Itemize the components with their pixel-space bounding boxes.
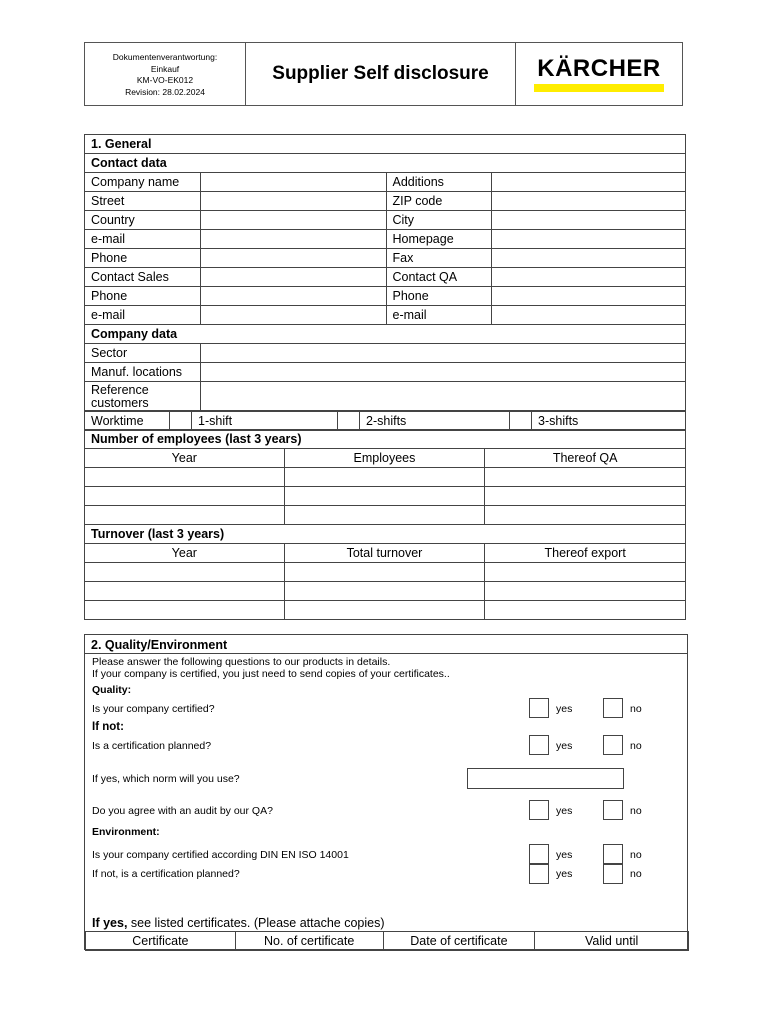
contact-left-label: Phone <box>85 287 201 306</box>
planned-no-checkbox[interactable] <box>603 735 623 755</box>
question-certified: Is your company certified? <box>92 703 215 715</box>
employees-cell[interactable] <box>85 506 285 525</box>
meta-responsibility: Dokumentenverantwortung: <box>112 52 218 62</box>
manuf-locations-field[interactable] <box>200 363 685 382</box>
if-not-label: If not: <box>92 721 124 733</box>
question-norm: If yes, which norm will you use? <box>92 773 240 785</box>
employees-cell[interactable] <box>485 506 686 525</box>
no-label: no <box>630 703 642 715</box>
contact-right-field[interactable] <box>492 211 686 230</box>
contact-left-field[interactable] <box>200 230 386 249</box>
iso-yes-checkbox[interactable] <box>529 844 549 864</box>
yes-label: yes <box>556 740 573 752</box>
manuf-locations-label: Manuf. locations <box>85 363 201 382</box>
contact-left-label: Street <box>85 192 201 211</box>
contact-right-label: City <box>386 211 492 230</box>
if-yes-certificates-note <box>92 916 385 930</box>
intro-line-1: Please answer the following questions to our products in details. <box>92 656 391 668</box>
meta-doc-number: KM-VO-EK012 <box>136 75 194 85</box>
if-yes-bold: If yes, <box>92 916 128 930</box>
certificate-column-header: Valid until <box>535 932 689 951</box>
contact-row <box>85 268 686 287</box>
contact-right-label: Phone <box>386 287 492 306</box>
certificates-header-row <box>86 932 689 951</box>
contact-left-label: Country <box>85 211 201 230</box>
turnover-title: Turnover (last 3 years) <box>85 525 686 544</box>
section-general-title: 1. General <box>85 135 686 154</box>
meta-department: Einkauf <box>150 63 180 74</box>
env-planned-no-checkbox[interactable] <box>603 864 623 884</box>
contact-right-field[interactable] <box>492 249 686 268</box>
certified-yes-checkbox[interactable] <box>529 698 549 718</box>
turnover-column-header: Year <box>85 544 285 563</box>
turnover-cell[interactable] <box>485 601 686 620</box>
employees-column-header: Thereof QA <box>485 449 686 468</box>
employees-cell[interactable] <box>284 506 485 525</box>
shift2-label: 2-shifts <box>360 411 510 431</box>
employees-cell[interactable] <box>485 487 686 506</box>
contact-right-label: Additions <box>386 173 492 192</box>
contact-left-label: Contact Sales <box>85 268 201 287</box>
employees-cell[interactable] <box>85 468 285 487</box>
employees-title: Number of employees (last 3 years) <box>85 430 686 449</box>
general-section <box>84 134 686 412</box>
no-label: no <box>630 740 642 752</box>
turnover-cell[interactable] <box>284 563 485 582</box>
yes-label: yes <box>556 849 573 861</box>
question-iso14001: Is your company certified according DIN EN ISO 14001 <box>92 849 349 861</box>
question-audit: Do you agree with an audit by our QA? <box>92 805 273 817</box>
certificate-column-header: No. of certificate <box>235 932 383 951</box>
quality-environment-section <box>84 634 688 950</box>
contact-row <box>85 173 686 192</box>
environment-label: Environment: <box>92 826 160 838</box>
norm-input[interactable] <box>467 768 624 789</box>
turnover-cell[interactable] <box>485 582 686 601</box>
contact-data-title: Contact data <box>85 154 686 173</box>
shift3-label: 3-shifts <box>532 411 686 431</box>
contact-right-label: ZIP code <box>386 192 492 211</box>
sector-label: Sector <box>85 344 201 363</box>
contact-row <box>85 230 686 249</box>
contact-row <box>85 192 686 211</box>
employees-turnover-tables <box>84 429 686 620</box>
employees-cell[interactable] <box>284 487 485 506</box>
turnover-header-row <box>85 544 686 563</box>
logo-yellow-bar <box>534 84 664 92</box>
contact-right-label: e-mail <box>386 306 492 325</box>
contact-left-field[interactable] <box>200 192 386 211</box>
employees-column-header: Employees <box>284 449 485 468</box>
contact-right-field[interactable] <box>492 230 686 249</box>
contact-left-label: e-mail <box>85 306 201 325</box>
contact-right-field[interactable] <box>492 192 686 211</box>
document-meta <box>85 43 246 105</box>
contact-row <box>85 306 686 325</box>
quality-label: Quality: <box>92 684 132 696</box>
planned-yes-checkbox[interactable] <box>529 735 549 755</box>
employees-cell[interactable] <box>85 487 285 506</box>
employees-row <box>85 506 686 525</box>
contact-right-label: Contact QA <box>386 268 492 287</box>
contact-left-field[interactable] <box>200 268 386 287</box>
intro-line-2: If your company is certified, you just need to send copies of your certificates.. <box>92 668 450 680</box>
turnover-cell[interactable] <box>85 563 285 582</box>
turnover-cell[interactable] <box>284 601 485 620</box>
contact-right-field[interactable] <box>492 268 686 287</box>
audit-yes-checkbox[interactable] <box>529 800 549 820</box>
turnover-column-header: Thereof export <box>485 544 686 563</box>
yes-label: yes <box>556 868 573 880</box>
turnover-cell[interactable] <box>85 601 285 620</box>
reference-customers-label: Reference customers <box>85 382 201 412</box>
certificate-column-header: Date of certificate <box>383 932 535 951</box>
employees-header-row <box>85 449 686 468</box>
no-label: no <box>630 805 642 817</box>
employees-row <box>85 487 686 506</box>
contact-right-field[interactable] <box>492 173 686 192</box>
contact-left-field[interactable] <box>200 173 386 192</box>
turnover-cell[interactable] <box>284 582 485 601</box>
turnover-rows <box>85 563 686 620</box>
no-label: no <box>630 849 642 861</box>
employees-cell[interactable] <box>284 468 485 487</box>
contact-right-field[interactable] <box>492 287 686 306</box>
yes-label: yes <box>556 703 573 715</box>
no-label: no <box>630 868 642 880</box>
section-quality-title: 2. Quality/Environment <box>85 635 687 654</box>
shift2-checkbox[interactable] <box>338 411 360 431</box>
employees-column-header: Year <box>85 449 285 468</box>
audit-no-checkbox[interactable] <box>603 800 623 820</box>
turnover-row <box>85 601 686 620</box>
contact-right-label: Fax <box>386 249 492 268</box>
shift1-label: 1-shift <box>192 411 338 431</box>
certificates-table <box>85 931 689 951</box>
contact-right-field[interactable] <box>492 306 686 325</box>
contact-rows <box>85 173 686 325</box>
document-header <box>84 42 683 106</box>
contact-left-field[interactable] <box>200 211 386 230</box>
contact-left-label: Phone <box>85 249 201 268</box>
logo-wordmark: KÄRCHER <box>537 55 661 82</box>
shift1-checkbox[interactable] <box>170 411 192 431</box>
contact-left-field[interactable] <box>200 287 386 306</box>
contact-left-field[interactable] <box>200 249 386 268</box>
company-data-title: Company data <box>85 325 686 344</box>
env-planned-yes-checkbox[interactable] <box>529 864 549 884</box>
turnover-cell[interactable] <box>85 582 285 601</box>
worktime-row <box>84 410 686 431</box>
contact-row <box>85 287 686 306</box>
turnover-row <box>85 563 686 582</box>
employees-row <box>85 468 686 487</box>
reference-customers-field[interactable] <box>200 382 685 412</box>
meta-revision: Revision: 28.02.2024 <box>125 86 205 97</box>
contact-row <box>85 211 686 230</box>
turnover-cell[interactable] <box>485 563 686 582</box>
contact-row <box>85 249 686 268</box>
if-yes-text: see listed certificates. (Please attache copies) <box>127 916 385 930</box>
sector-field[interactable] <box>200 344 685 363</box>
certified-no-checkbox[interactable] <box>603 698 623 718</box>
certificate-column-header: Certificate <box>86 932 236 951</box>
contact-left-label: Company name <box>85 173 201 192</box>
turnover-row <box>85 582 686 601</box>
shift3-checkbox[interactable] <box>510 411 532 431</box>
contact-left-field[interactable] <box>200 306 386 325</box>
employees-rows <box>85 468 686 525</box>
question-env-planned: If not, is a certification planned? <box>92 868 240 880</box>
karcher-logo <box>516 43 682 105</box>
turnover-column-header: Total turnover <box>284 544 485 563</box>
employees-cell[interactable] <box>485 468 686 487</box>
worktime-label: Worktime <box>85 411 170 431</box>
page-title: Supplier Self disclosure <box>246 43 516 105</box>
iso-no-checkbox[interactable] <box>603 844 623 864</box>
question-planned: Is a certification planned? <box>92 740 212 752</box>
contact-right-label: Homepage <box>386 230 492 249</box>
yes-label: yes <box>556 805 573 817</box>
contact-left-label: e-mail <box>85 230 201 249</box>
